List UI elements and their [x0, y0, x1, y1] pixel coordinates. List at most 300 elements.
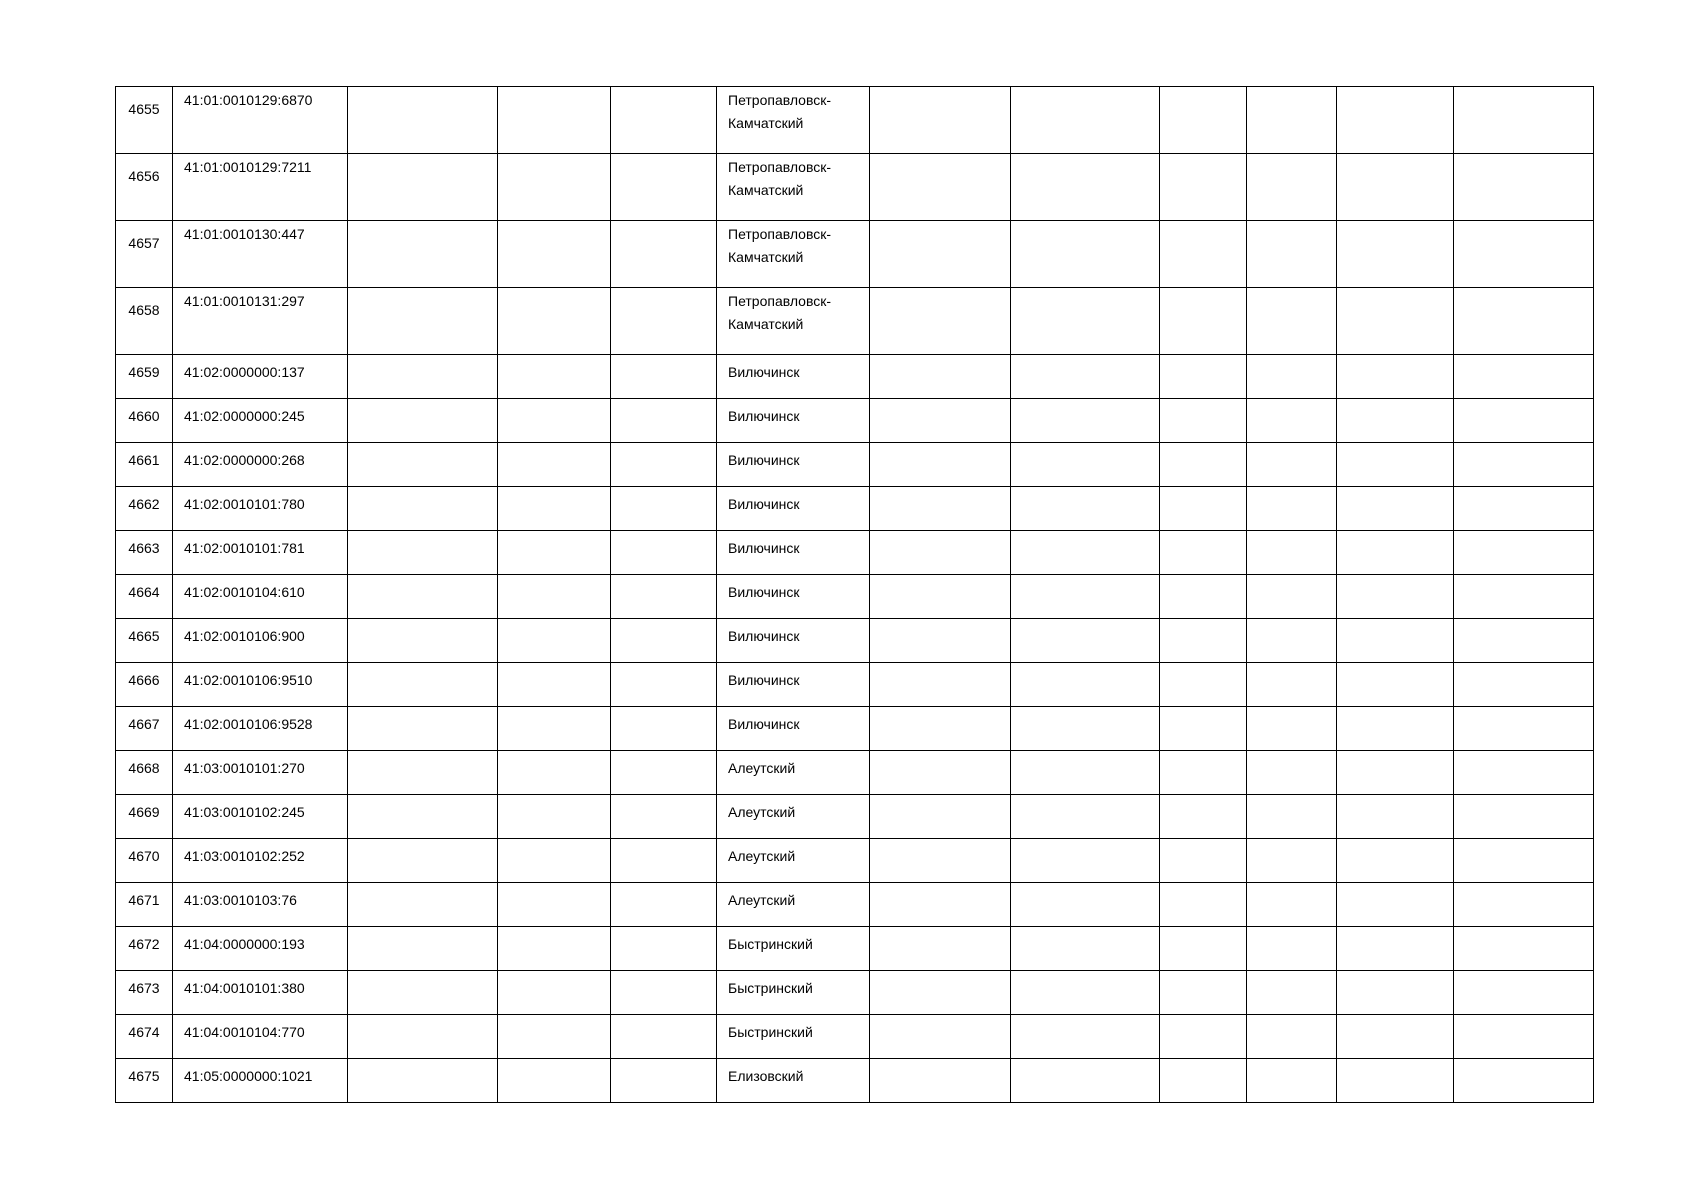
empty-cell: [611, 663, 717, 707]
empty-cell: [1160, 795, 1247, 839]
municipality-cell: [717, 795, 870, 839]
row-number: 4662: [128, 496, 160, 512]
municipality-name: [717, 883, 795, 912]
empty-cell: [1011, 619, 1160, 663]
cadastral-number-cell: [173, 154, 348, 221]
municipality-line-1: Петропавловск-: [728, 293, 832, 309]
table-row: [116, 487, 1594, 531]
cadastral-number: 41:02:0010101:780: [184, 496, 305, 512]
row-number-cell: [116, 751, 173, 795]
empty-cell: [1454, 883, 1594, 927]
empty-cell: [1454, 927, 1594, 971]
empty-cell: [1337, 927, 1454, 971]
empty-cell: [1011, 154, 1160, 221]
empty-cell: [1337, 399, 1454, 443]
table-row: [116, 883, 1594, 927]
empty-cell: [611, 154, 717, 221]
empty-cell: [611, 883, 717, 927]
cadastral-number-cell: [173, 839, 348, 883]
empty-cell: [611, 795, 717, 839]
empty-cell: [498, 1059, 611, 1103]
empty-cell: [348, 927, 498, 971]
cadastral-number: 41:03:0010103:76: [184, 892, 297, 908]
row-number-cell: [116, 87, 173, 154]
empty-cell: [1454, 399, 1594, 443]
municipality-cell: [717, 971, 870, 1015]
table-body: [116, 87, 1594, 1103]
municipality-cell: [717, 575, 870, 619]
empty-cell: [1247, 1059, 1337, 1103]
empty-cell: [1247, 487, 1337, 531]
empty-cell: [1011, 399, 1160, 443]
municipality-name: [717, 288, 831, 336]
row-number: 4668: [128, 760, 160, 776]
row-number: 4663: [128, 540, 160, 556]
row-number-cell: [116, 795, 173, 839]
empty-cell: [348, 619, 498, 663]
empty-cell: [870, 154, 1011, 221]
table-row: [116, 221, 1594, 288]
cadastral-number-cell: [173, 288, 348, 355]
empty-cell: [1011, 531, 1160, 575]
cadastral-number: 41:01:0010130:447: [184, 226, 305, 242]
municipality-cell: [717, 1015, 870, 1059]
table-row: [116, 355, 1594, 399]
municipality-cell: [717, 87, 870, 154]
empty-cell: [1160, 355, 1247, 399]
empty-cell: [1011, 839, 1160, 883]
cadastral-number-cell: [173, 531, 348, 575]
cadastral-number-cell: [173, 575, 348, 619]
municipality-line-1: Алеутский: [728, 760, 796, 776]
municipality-line-1: Вилючинск: [728, 672, 800, 688]
empty-cell: [1247, 443, 1337, 487]
municipality-line-1: Алеутский: [728, 804, 796, 820]
empty-cell: [1247, 87, 1337, 154]
municipality-cell: [717, 619, 870, 663]
empty-cell: [1011, 221, 1160, 288]
empty-cell: [498, 154, 611, 221]
empty-cell: [1160, 707, 1247, 751]
cadastral-number-cell: [173, 883, 348, 927]
empty-cell: [498, 221, 611, 288]
empty-cell: [1337, 795, 1454, 839]
empty-cell: [348, 883, 498, 927]
empty-cell: [870, 883, 1011, 927]
empty-cell: [870, 795, 1011, 839]
empty-cell: [1337, 619, 1454, 663]
empty-cell: [1160, 1059, 1247, 1103]
empty-cell: [1337, 355, 1454, 399]
municipality-cell: [717, 1059, 870, 1103]
empty-cell: [1247, 1015, 1337, 1059]
empty-cell: [348, 707, 498, 751]
empty-cell: [348, 288, 498, 355]
empty-cell: [1011, 575, 1160, 619]
cadastral-number: 41:02:0000000:268: [184, 452, 305, 468]
empty-cell: [1337, 751, 1454, 795]
empty-cell: [611, 443, 717, 487]
empty-cell: [498, 531, 611, 575]
municipality-name: [717, 487, 800, 516]
municipality-name: [717, 927, 813, 956]
empty-cell: [1011, 443, 1160, 487]
table-row: [116, 707, 1594, 751]
municipality-line-1: Быстринский: [728, 1024, 813, 1040]
municipality-name: [717, 619, 800, 648]
empty-cell: [348, 87, 498, 154]
empty-cell: [348, 795, 498, 839]
empty-cell: [498, 839, 611, 883]
empty-cell: [1011, 795, 1160, 839]
cadastral-number-cell: [173, 487, 348, 531]
municipality-cell: [717, 399, 870, 443]
empty-cell: [1247, 795, 1337, 839]
empty-cell: [870, 399, 1011, 443]
municipality-line-1: Петропавловск-: [728, 226, 832, 242]
row-number: 4669: [128, 804, 160, 820]
municipality-line-1: Петропавловск-: [728, 159, 832, 175]
municipality-cell: [717, 288, 870, 355]
empty-cell: [1011, 707, 1160, 751]
empty-cell: [1247, 575, 1337, 619]
empty-cell: [1160, 443, 1247, 487]
empty-cell: [1247, 883, 1337, 927]
cadastral-number-cell: [173, 663, 348, 707]
empty-cell: [1247, 221, 1337, 288]
empty-cell: [1160, 971, 1247, 1015]
empty-cell: [1454, 531, 1594, 575]
row-number-cell: [116, 1059, 173, 1103]
municipality-name: [717, 751, 795, 780]
empty-cell: [1160, 87, 1247, 154]
empty-cell: [1011, 927, 1160, 971]
row-number: 4666: [128, 672, 160, 688]
empty-cell: [1337, 1059, 1454, 1103]
empty-cell: [1454, 487, 1594, 531]
table-row: [116, 575, 1594, 619]
municipality-line-1: Вилючинск: [728, 452, 800, 468]
empty-cell: [1337, 707, 1454, 751]
empty-cell: [1454, 619, 1594, 663]
municipality-name: [717, 221, 831, 269]
municipality-cell: [717, 221, 870, 288]
empty-cell: [1454, 795, 1594, 839]
table-row: [116, 751, 1594, 795]
empty-cell: [870, 531, 1011, 575]
empty-cell: [498, 399, 611, 443]
empty-cell: [1337, 883, 1454, 927]
empty-cell: [870, 575, 1011, 619]
empty-cell: [870, 87, 1011, 154]
municipality-line-1: Елизовский: [728, 1068, 804, 1084]
municipality-cell: [717, 927, 870, 971]
empty-cell: [1454, 839, 1594, 883]
empty-cell: [1160, 1015, 1247, 1059]
empty-cell: [611, 355, 717, 399]
empty-cell: [1160, 288, 1247, 355]
row-number: 4671: [128, 892, 160, 908]
empty-cell: [1454, 1059, 1594, 1103]
municipality-cell: [717, 663, 870, 707]
cadastral-table: [115, 86, 1594, 1103]
municipality-cell: [717, 751, 870, 795]
cadastral-number: 41:03:0010101:270: [184, 760, 305, 776]
table-row: [116, 531, 1594, 575]
empty-cell: [870, 221, 1011, 288]
municipality-line-2: Камчатский: [728, 115, 804, 131]
empty-cell: [611, 619, 717, 663]
empty-cell: [1337, 288, 1454, 355]
municipality-name: [717, 1015, 813, 1044]
empty-cell: [1247, 288, 1337, 355]
empty-cell: [1247, 154, 1337, 221]
table-row: [116, 619, 1594, 663]
empty-cell: [1011, 971, 1160, 1015]
empty-cell: [498, 288, 611, 355]
empty-cell: [348, 531, 498, 575]
empty-cell: [870, 1059, 1011, 1103]
empty-cell: [1454, 663, 1594, 707]
row-number-cell: [116, 531, 173, 575]
empty-cell: [1160, 575, 1247, 619]
empty-cell: [870, 1015, 1011, 1059]
empty-cell: [611, 751, 717, 795]
empty-cell: [1160, 927, 1247, 971]
table-row: [116, 663, 1594, 707]
cadastral-number: 41:04:0010101:380: [184, 980, 305, 996]
empty-cell: [611, 87, 717, 154]
empty-cell: [1160, 839, 1247, 883]
row-number: 4672: [128, 936, 160, 952]
cadastral-number: 41:01:0010129:6870: [184, 92, 313, 108]
empty-cell: [498, 487, 611, 531]
municipality-line-1: Вилючинск: [728, 408, 800, 424]
empty-cell: [870, 288, 1011, 355]
empty-cell: [348, 1015, 498, 1059]
empty-cell: [498, 87, 611, 154]
empty-cell: [498, 971, 611, 1015]
municipality-cell: [717, 531, 870, 575]
municipality-cell: [717, 355, 870, 399]
empty-cell: [1454, 751, 1594, 795]
table-row: [116, 399, 1594, 443]
empty-cell: [1454, 221, 1594, 288]
empty-cell: [611, 707, 717, 751]
row-number-cell: [116, 839, 173, 883]
municipality-name: [717, 531, 800, 560]
table-row: [116, 839, 1594, 883]
empty-cell: [1247, 619, 1337, 663]
municipality-line-1: Вилючинск: [728, 584, 800, 600]
empty-cell: [1011, 1015, 1160, 1059]
table-row: [116, 927, 1594, 971]
empty-cell: [348, 154, 498, 221]
row-number: 4670: [128, 848, 160, 864]
row-number-cell: [116, 487, 173, 531]
cadastral-number-cell: [173, 355, 348, 399]
empty-cell: [348, 221, 498, 288]
empty-cell: [611, 971, 717, 1015]
empty-cell: [498, 927, 611, 971]
empty-cell: [348, 1059, 498, 1103]
row-number-cell: [116, 927, 173, 971]
empty-cell: [1011, 288, 1160, 355]
municipality-line-2: Камчатский: [728, 249, 804, 265]
empty-cell: [1454, 443, 1594, 487]
cadastral-number-cell: [173, 619, 348, 663]
row-number-cell: [116, 443, 173, 487]
empty-cell: [498, 575, 611, 619]
municipality-line-1: Быстринский: [728, 936, 813, 952]
empty-cell: [611, 927, 717, 971]
row-number: 4674: [128, 1024, 160, 1040]
empty-cell: [870, 355, 1011, 399]
municipality-name: [717, 971, 813, 1000]
empty-cell: [611, 839, 717, 883]
municipality-name: [717, 399, 800, 428]
row-number-cell: [116, 971, 173, 1015]
empty-cell: [611, 288, 717, 355]
empty-cell: [1454, 575, 1594, 619]
municipality-name: [717, 355, 800, 384]
empty-cell: [1337, 839, 1454, 883]
table-row: [116, 795, 1594, 839]
municipality-name: [717, 707, 800, 736]
empty-cell: [1247, 751, 1337, 795]
empty-cell: [348, 839, 498, 883]
municipality-name: [717, 663, 800, 692]
empty-cell: [348, 971, 498, 1015]
empty-cell: [1337, 663, 1454, 707]
empty-cell: [1337, 221, 1454, 288]
empty-cell: [348, 399, 498, 443]
row-number-cell: [116, 883, 173, 927]
empty-cell: [1337, 1015, 1454, 1059]
empty-cell: [1247, 399, 1337, 443]
cadastral-number: 41:05:0000000:1021: [184, 1068, 313, 1084]
row-number: 4664: [128, 584, 160, 600]
empty-cell: [498, 443, 611, 487]
row-number-cell: [116, 619, 173, 663]
municipality-line-1: Петропавловск-: [728, 92, 832, 108]
empty-cell: [348, 575, 498, 619]
row-number-cell: [116, 663, 173, 707]
row-number: 4675: [128, 1068, 160, 1084]
empty-cell: [498, 883, 611, 927]
municipality-name: [717, 1059, 803, 1088]
row-number-cell: [116, 221, 173, 288]
empty-cell: [1011, 87, 1160, 154]
row-number-cell: [116, 399, 173, 443]
empty-cell: [1454, 355, 1594, 399]
cadastral-number: 41:01:0010131:297: [184, 293, 305, 309]
empty-cell: [498, 663, 611, 707]
empty-cell: [870, 839, 1011, 883]
cadastral-number-cell: [173, 221, 348, 288]
empty-cell: [1160, 154, 1247, 221]
empty-cell: [348, 487, 498, 531]
municipality-line-1: Алеутский: [728, 848, 796, 864]
empty-cell: [1160, 619, 1247, 663]
empty-cell: [611, 575, 717, 619]
empty-cell: [1160, 487, 1247, 531]
municipality-name: [717, 443, 800, 472]
row-number-cell: [116, 1015, 173, 1059]
cadastral-number-cell: [173, 1015, 348, 1059]
table-row: [116, 1015, 1594, 1059]
cadastral-number-cell: [173, 751, 348, 795]
cadastral-number: 41:02:0010106:900: [184, 628, 305, 644]
municipality-name: [717, 87, 831, 135]
municipality-line-1: Алеутский: [728, 892, 796, 908]
empty-cell: [870, 443, 1011, 487]
empty-cell: [1247, 927, 1337, 971]
row-number: 4656: [128, 167, 160, 184]
municipality-line-2: Камчатский: [728, 182, 804, 198]
empty-cell: [870, 971, 1011, 1015]
empty-cell: [1160, 399, 1247, 443]
empty-cell: [1337, 154, 1454, 221]
empty-cell: [1454, 1015, 1594, 1059]
row-number-cell: [116, 154, 173, 221]
empty-cell: [870, 619, 1011, 663]
municipality-cell: [717, 443, 870, 487]
cadastral-number: 41:02:0010106:9510: [184, 672, 313, 688]
table-row: [116, 971, 1594, 1015]
empty-cell: [1337, 971, 1454, 1015]
cadastral-number: 41:02:0010106:9528: [184, 716, 313, 732]
empty-cell: [498, 795, 611, 839]
cadastral-number: 41:02:0000000:245: [184, 408, 305, 424]
cadastral-number-cell: [173, 1059, 348, 1103]
cadastral-number: 41:04:0000000:193: [184, 936, 305, 952]
empty-cell: [1454, 154, 1594, 221]
municipality-line-1: Вилючинск: [728, 716, 800, 732]
empty-cell: [1247, 531, 1337, 575]
table-row: [116, 1059, 1594, 1103]
cadastral-number: 41:02:0000000:137: [184, 364, 305, 380]
row-number-cell: [116, 355, 173, 399]
row-number: 4659: [128, 364, 160, 380]
cadastral-number: 41:03:0010102:252: [184, 848, 305, 864]
empty-cell: [1454, 707, 1594, 751]
empty-cell: [870, 927, 1011, 971]
empty-cell: [1247, 663, 1337, 707]
row-number: 4660: [128, 408, 160, 424]
empty-cell: [498, 355, 611, 399]
empty-cell: [870, 707, 1011, 751]
cadastral-number: 41:04:0010104:770: [184, 1024, 305, 1040]
empty-cell: [1011, 1059, 1160, 1103]
municipality-line-1: Вилючинск: [728, 628, 800, 644]
empty-cell: [611, 487, 717, 531]
cadastral-number-cell: [173, 87, 348, 154]
cadastral-number-cell: [173, 707, 348, 751]
empty-cell: [611, 1059, 717, 1103]
empty-cell: [348, 751, 498, 795]
empty-cell: [498, 1015, 611, 1059]
table-row: [116, 87, 1594, 154]
empty-cell: [611, 1015, 717, 1059]
empty-cell: [1011, 751, 1160, 795]
table-row: [116, 288, 1594, 355]
empty-cell: [1247, 707, 1337, 751]
row-number: 4658: [128, 301, 160, 318]
empty-cell: [1337, 87, 1454, 154]
empty-cell: [1160, 751, 1247, 795]
row-number: 4673: [128, 980, 160, 996]
